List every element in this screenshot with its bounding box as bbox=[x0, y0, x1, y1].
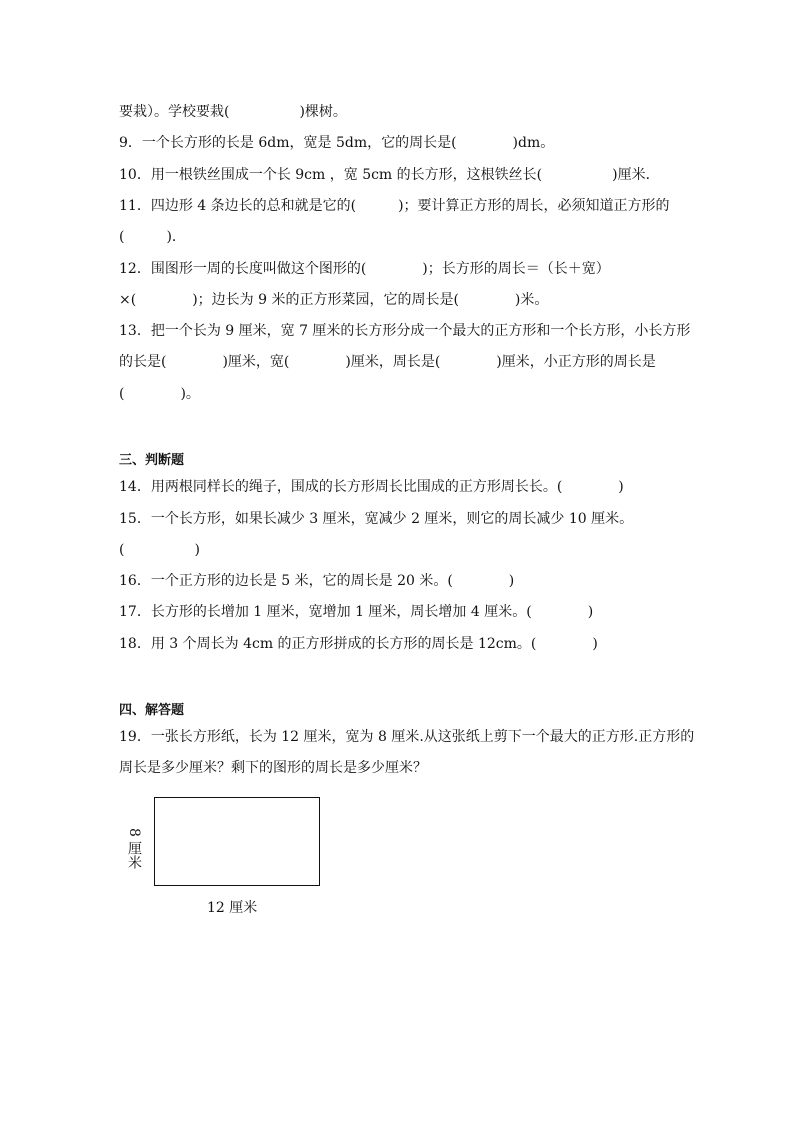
question-15-cont: ( ) bbox=[119, 542, 200, 558]
question-10: 10．用一根铁丝围成一个长 9cm ，宽 5cm 的长方形，这根铁丝长( )厘米． bbox=[119, 167, 660, 183]
question-13-cont: 的长是( )厘米，宽( )厘米，周长是( )厘米，小正方形的周长是 bbox=[119, 354, 656, 370]
section-heading-judgement: 三、判断题 bbox=[119, 453, 185, 468]
section-heading-answer: 四、解答题 bbox=[119, 703, 185, 718]
question-19-cont: 周长是多少厘米？剩下的图形的周长是多少厘米？ bbox=[119, 760, 427, 776]
text-line: 要栽）。学校要栽( )棵树。 bbox=[119, 104, 347, 120]
question-11-cont: ( )． bbox=[119, 229, 186, 245]
question-11: 11．四边形 4 条边长的总和就是它的( )；要计算正方形的周长，必须知道正方形的 bbox=[119, 198, 670, 214]
question-14: 14．用两根同样长的绳子，围成的长方形周长比围成的正方形周长长。( ) bbox=[119, 479, 624, 495]
question-17: 17．长方形的长增加 1 厘米，宽增加 1 厘米，周长增加 4 厘米。( ) bbox=[119, 604, 594, 620]
rectangle-height-label: 8 厘米 bbox=[126, 828, 142, 870]
question-12-cont: ×( )；边长为 9 米的正方形菜园，它的周长是( )米。 bbox=[119, 292, 549, 308]
question-15: 15．一个长方形，如果长减少 3 厘米，宽减少 2 厘米，则它的周长减少 10 厘米。 bbox=[119, 511, 634, 527]
rectangle-width-label: 12 厘米 bbox=[207, 900, 258, 916]
question-16: 16．一个正方形的边长是 5 米，它的周长是 20 米。( ) bbox=[119, 573, 515, 589]
question-13-cont2: ( )。 bbox=[119, 386, 200, 402]
question-12: 12．围图形一周的长度叫做这个图形的( )；长方形的周长＝（长＋宽） bbox=[119, 261, 610, 277]
rectangle-figure bbox=[154, 797, 320, 886]
question-19: 19．一张长方形纸，长为 12 厘米，宽为 8 厘米.从这张纸上剪下一个最大的正方形.正方形的 bbox=[119, 729, 695, 745]
question-13: 13．把一个长为 9 厘米，宽 7 厘米的长方形分成一个最大的正方形和一个长方形，小长方形 bbox=[119, 323, 691, 339]
question-9: 9．一个长方形的长是 6dm，宽是 5dm，它的周长是( )dm。 bbox=[119, 135, 555, 151]
question-18: 18．用 3 个周长为 4cm 的正方形拼成的长方形的周长是 12cm。( ) bbox=[119, 636, 598, 652]
